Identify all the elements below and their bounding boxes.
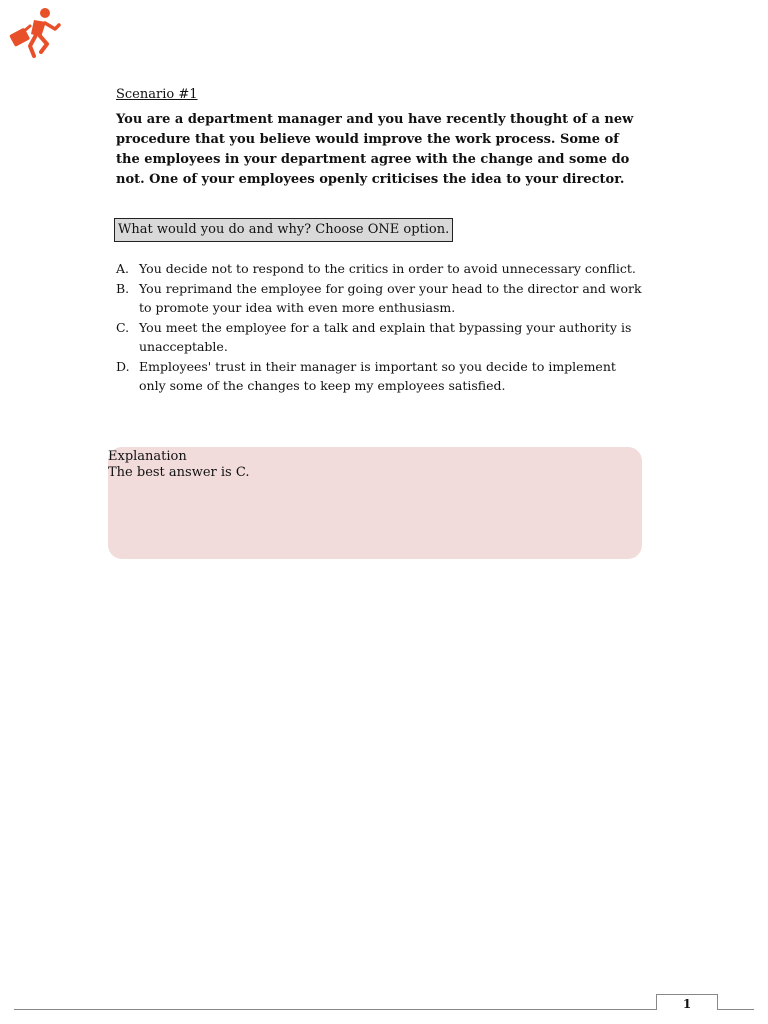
answer-option-a: [116, 259, 646, 279]
explanation-text: The best answer is C.: [108, 465, 250, 480]
footer-divider: [14, 1009, 754, 1010]
scenario-title: Scenario #1: [116, 87, 198, 102]
option-letter: B.: [116, 280, 130, 296]
answer-option-b: [116, 279, 646, 318]
explanation-title: Explanation: [108, 449, 187, 464]
answer-options-list: [116, 259, 646, 396]
option-text: Employees' trust in their manager is important so you decide to implement only some of the changes to keep my employees satisfied.: [139, 358, 616, 393]
explanation-panel: [108, 447, 642, 559]
option-text: You decide not to respond to the critics in order to avoid unnecessary conflict.: [139, 261, 636, 276]
question-prompt-box: What would you do and why? Choose ONE option.: [114, 218, 453, 242]
scenario-description: You are a department manager and you have recently thought of a new procedure that you believe would improve the work process. Some of the employees in your department agree with the change and some do not. One of your employees openly criticises the idea to your director.: [116, 112, 634, 187]
option-text: You meet the employee for a talk and explain that bypassing your authority is unacceptable.: [139, 319, 632, 354]
option-letter: C.: [116, 319, 130, 335]
page-number: 1: [656, 994, 718, 1010]
running-businessman-logo-icon: [8, 4, 64, 60]
option-letter: D.: [116, 358, 130, 374]
option-letter: A.: [116, 261, 130, 276]
option-text: You reprimand the employee for going over your head to the director and work to promote your idea with even more enthusiasm.: [139, 280, 642, 315]
answer-option-d: [116, 357, 646, 396]
answer-option-c: [116, 318, 646, 357]
